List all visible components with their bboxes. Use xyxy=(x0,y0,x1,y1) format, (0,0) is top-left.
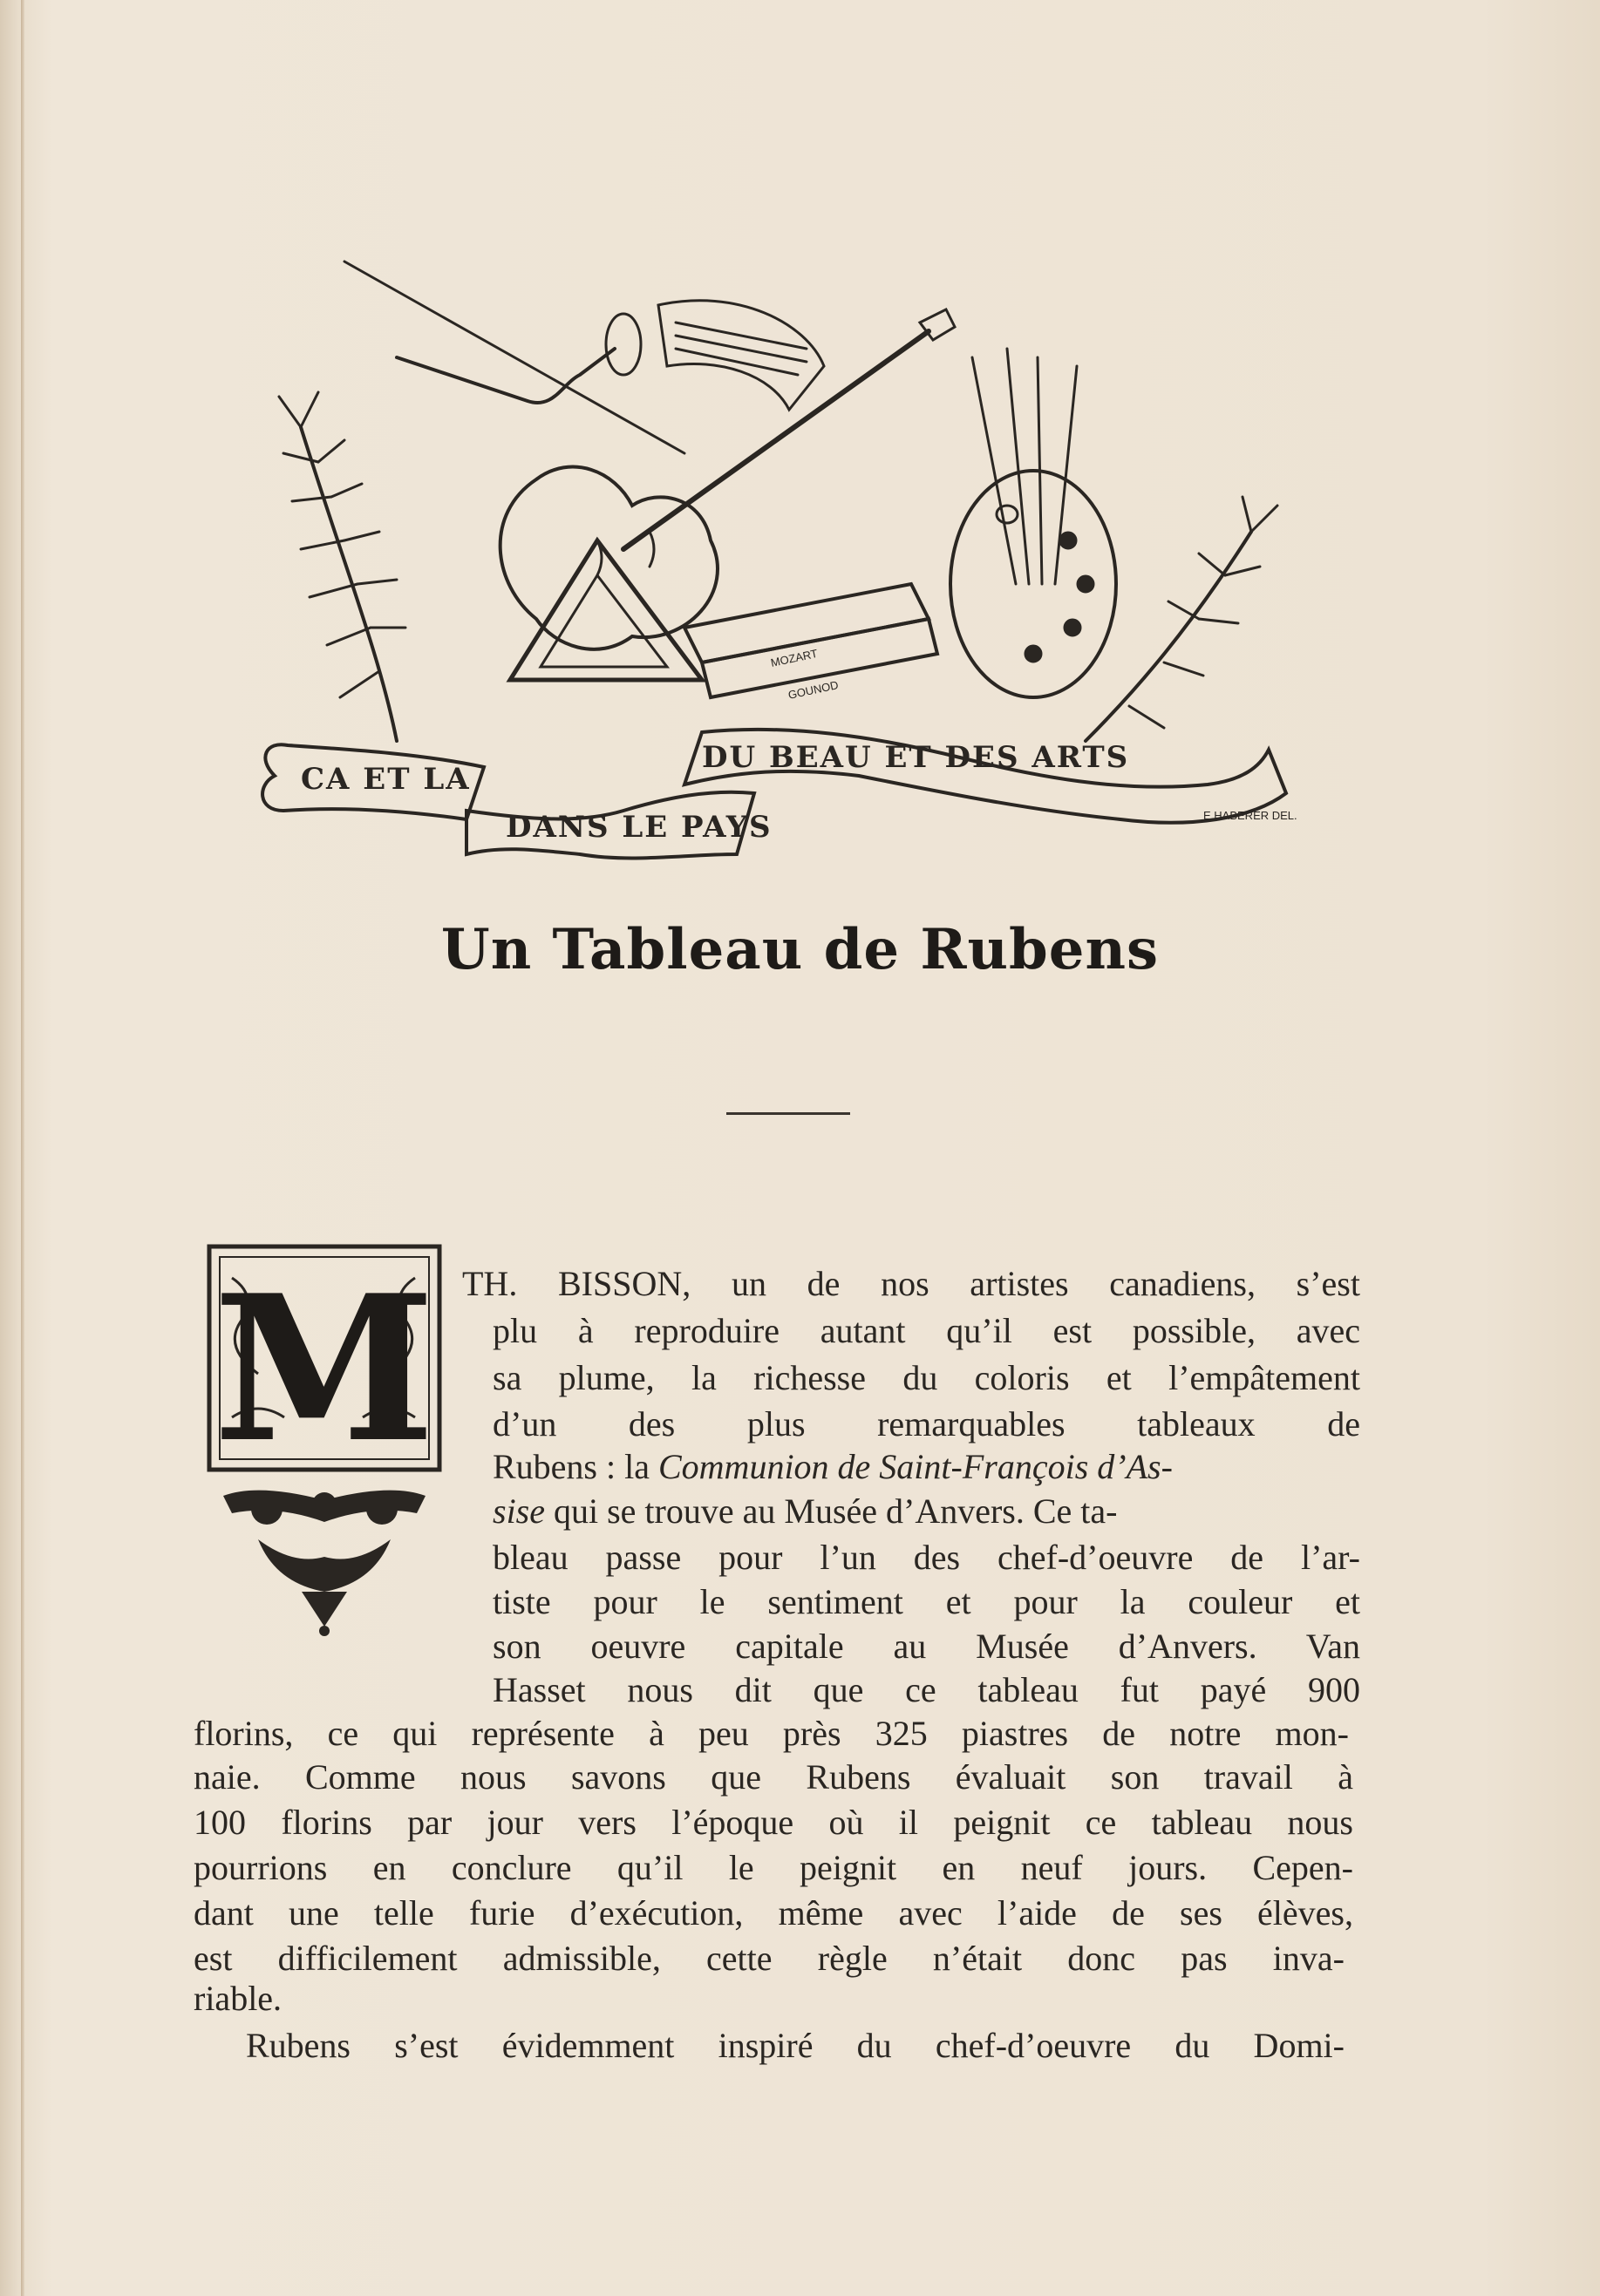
paragraph-line: pourrions en conclure qu’il le peignit en neuf jours. Cepen- xyxy=(194,1848,1353,1887)
paragraph-line: TH. BISSON, un de nos artistes canadiens, s’est xyxy=(462,1264,1360,1303)
paragraph-line: est difficilement admissible, cette règle n’était donc pas inva- xyxy=(194,1939,1345,1978)
paragraph-line: sa plume, la richesse du coloris et l’empâtement xyxy=(493,1358,1360,1397)
banner-right-text: DU BEAU ET DES ARTS xyxy=(702,740,1130,775)
book-gutter xyxy=(21,0,24,2296)
painting-title-italic: Communion de Saint-François d’As- xyxy=(657,1447,1173,1486)
title-divider xyxy=(726,1112,850,1115)
banner-left-text: CA ET LA xyxy=(301,762,471,797)
paragraph-line: 100 florins par jour vers l’époque où il peignit ce tableau nous xyxy=(194,1803,1353,1842)
headpiece-illustration xyxy=(249,253,1334,863)
engraver-credit: E.HABERER DEL. xyxy=(1203,809,1297,822)
paragraph-line xyxy=(493,1490,1360,1533)
paragraph-line: son oeuvre capitale au Musée d’Anvers. Van xyxy=(493,1627,1360,1666)
paragraph-line: d’un des plus remarquables tableaux de xyxy=(493,1404,1360,1443)
article-title: Un Tableau de Rubens xyxy=(440,917,1160,982)
book-spine-label: GOUNOD xyxy=(786,678,840,702)
dropcap-letter: M xyxy=(213,1252,436,1487)
line-text: qui se trouve au Musée d’Anvers. Ce ta- xyxy=(545,1491,1118,1531)
line-text: Rubens : la xyxy=(493,1447,658,1486)
paragraph-line: naie. Comme nous savons que Rubens évaluait son travail à xyxy=(194,1757,1353,1797)
paragraph-line: plu à reproduire autant qu’il est possible, avec xyxy=(493,1311,1360,1350)
paragraph-line: Hasset nous dit que ce tableau fut payé 900 xyxy=(493,1670,1360,1709)
paragraph-line: dant une telle furie d’exécution, même avec l’aide de ses élèves, xyxy=(194,1893,1353,1933)
paragraph-line: florins, ce qui représente à peu près 325 piastres de notre mon- xyxy=(194,1714,1349,1753)
paragraph-line: bleau passe pour l’un des chef-d’oeuvre de l’ar- xyxy=(493,1538,1360,1577)
paragraph-line: riable. xyxy=(194,1979,283,2018)
paragraph-line xyxy=(493,1445,1360,1489)
book-spine-label: MOZART xyxy=(769,646,820,669)
dropcap-ornament xyxy=(206,1243,443,1637)
painting-title-italic: sise xyxy=(493,1491,545,1531)
banner-center-text: DANS LE PAYS xyxy=(506,810,773,845)
paragraph-line: tiste pour le sentiment et pour la couleur et xyxy=(493,1582,1360,1621)
paragraph-line: Rubens s’est évidemment inspiré du chef-d’oeuvre du Domi- xyxy=(246,2026,1345,2065)
